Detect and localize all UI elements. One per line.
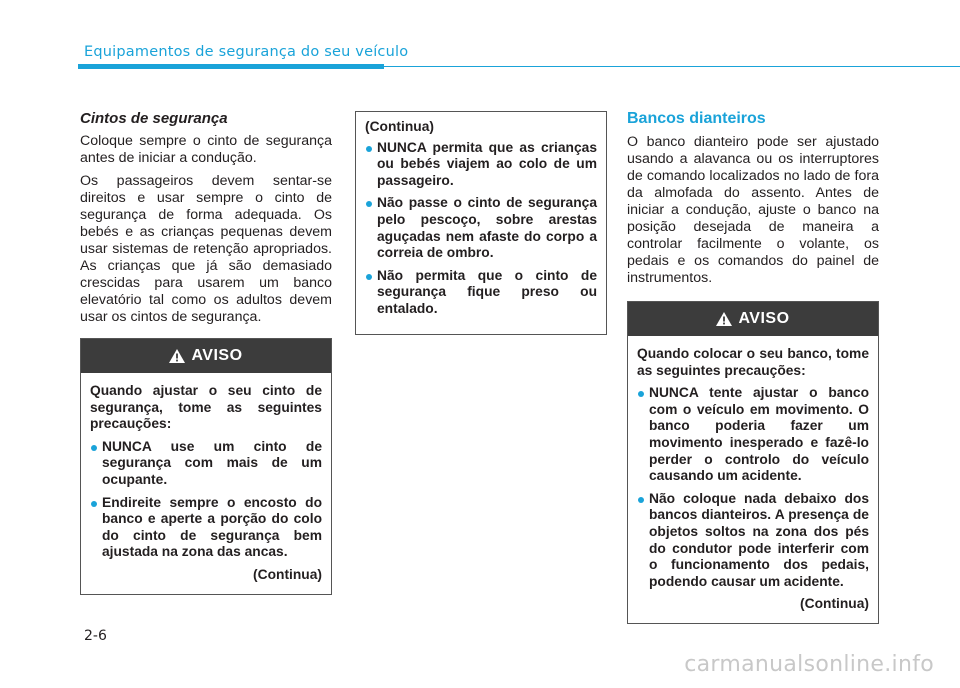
front-seat-warning-box	[627, 301, 879, 624]
warning-header	[628, 302, 878, 336]
warning-label: AVISO	[738, 310, 790, 327]
warning-bullet: Não passe o cinto de segurança pelo pescoço, sobre arestas aguçadas nem afaste do corpo a correia de ombro.	[365, 195, 597, 261]
warning-intro: Quando colocar o seu banco, tome as seguintes precauções:	[637, 346, 869, 378]
watermark: carmanualsonline.info	[684, 652, 934, 677]
right-column	[627, 108, 879, 624]
warning-bullet: Não coloque nada debaixo dos bancos dianteiros. A presença de objetos soltos na zona dos pés do condutor pode interferir com o funcionamento dos pedais, podendo causar um acidente.	[637, 491, 869, 591]
left-column	[80, 108, 332, 595]
warning-bullet: NUNCA use um cinto de segurança com mais de um ocupante.	[90, 439, 322, 489]
warning-bullet: NUNCA tente ajustar o banco com o veículo em movimento. O banco poderia fazer um movimento inesperado e fazê-lo perder o controlo do veículo causando um acidente.	[637, 385, 869, 485]
seat-belt-warning-continued-box	[355, 111, 607, 335]
page-number: 2-6	[84, 628, 107, 644]
seat-belts-paragraph-1: Coloque sempre o cinto de segurança antes de iniciar a condução.	[80, 133, 332, 166]
seat-belts-paragraph-2: Os passageiros devem sentar-se direitos e usar sempre o cinto de segurança de forma adequada. Os bebés e as crianças pequenas devem usar sistemas de retenção apropriados. As crianças que já são demasiado crescidas para usarem um banco elevatório tal como os adultos devem usar os cintos de segurança.	[80, 173, 332, 325]
continued-label: (Continua)	[800, 596, 869, 612]
warning-bullet: Endireite sempre o encosto do banco e aperte a porção do colo do cinto de segurança bem ajustada na zona das ancas.	[90, 495, 322, 561]
continued-label: (Continua)	[253, 566, 322, 582]
warning-bullet: Não permita que o cinto de segurança fique preso ou entalado.	[365, 268, 597, 318]
warning-bullet: NUNCA permita que as crianças ou bebés viajem ao colo de um passageiro.	[365, 140, 597, 190]
front-seats-heading: Bancos dianteiros	[627, 110, 766, 127]
warning-intro: Quando ajustar o seu cinto de segurança, tome as seguintes precauções:	[90, 383, 322, 432]
section-header-title: Equipamentos de segurança do seu veículo	[84, 44, 409, 60]
middle-column	[355, 111, 607, 335]
front-seats-paragraph: O banco dianteiro pode ser ajustado usando a alavanca ou os interruptores de comando localizados no lado de fora da almofada do assento. Antes de iniciar a condução, ajuste o banco na posição desejada de maneira a controlar facilmente o volante, os pedais e os comandos do painel de instrumentos.	[627, 134, 879, 286]
warning-label: AVISO	[191, 347, 243, 364]
section-header-rule	[384, 66, 960, 67]
seat-belts-heading: Cintos de segurança	[80, 110, 228, 127]
warning-triangle-icon	[169, 349, 185, 363]
continued-from-label: (Continua)	[365, 119, 434, 134]
section-header-bar	[78, 64, 384, 69]
seat-belt-warning-box	[80, 338, 332, 595]
warning-header	[81, 339, 331, 373]
warning-triangle-icon	[716, 312, 732, 326]
